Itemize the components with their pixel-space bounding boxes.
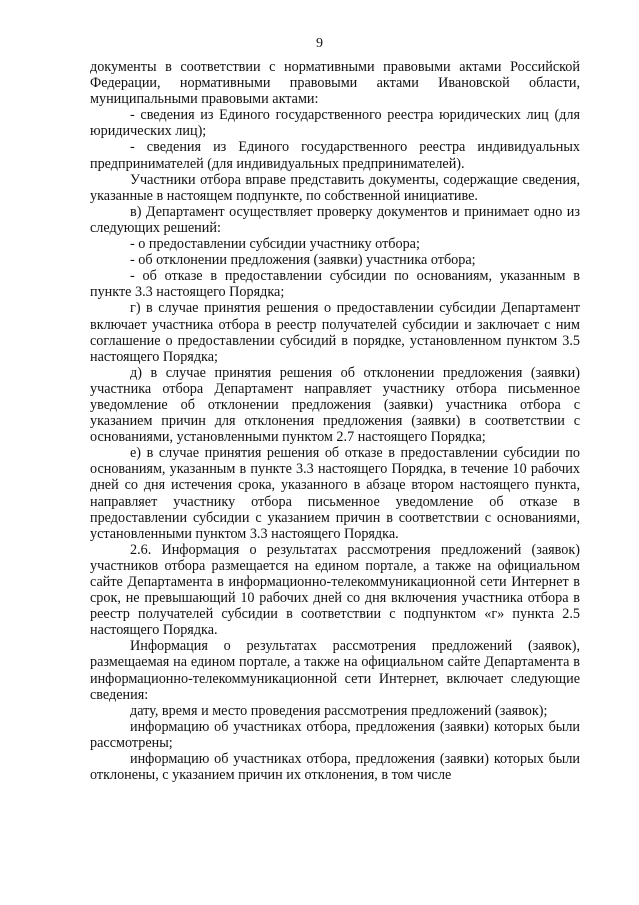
paragraph: Участники отбора вправе представить документы, содержащие сведения, указанные в настоящем подпункте, по собственной инициативе. [90,171,580,204]
paragraph: в) Департамент осуществляет проверку документов и принимает одно из следующих решений: [90,203,580,236]
paragraph: - о предоставлении субсидии участнику отбора; [130,236,420,253]
document-body [90,59,580,783]
paragraph: дату, время и место проведения рассмотрения предложений (заявок); [130,702,548,719]
page-number: 9 [316,36,323,51]
paragraph: документы в соответствии с нормативными правовыми актами Российской Федерации, нормативными правовыми актами Ивановской области, муниципальными правовыми актами: [90,59,580,108]
paragraph: д) в случае принятия решения об отклонении предложения (заявки) участника отбора Департамент направляет участнику отбора письменное уведомление об отклонении предложения (заявки) участника отбора с указанием причин для отклонения предложения (заявки) в соответствии с основаниями, установленными пунктом 2.7 настоящего Порядка; [90,364,580,446]
paragraph: - об отказе в предоставлении субсидии по основаниям, указанным в пункте 3.3 настоящего Порядка; [90,268,580,301]
paragraph: е) в случае принятия решения об отказе в предоставлении субсидии по основаниям, указанным в пункте 3.3 настоящего Порядка, в течение 10 рабочих дней со дня истечения срока, указанного в абзаце втором настоящего пункта, направляет участнику отбора письменное уведомление об отказе в предоставлении субсидии с указанием причин в соответствии с основаниями, установленными пунктом 3.3 настоящего Порядка. [90,445,580,542]
paragraph: Информация о результатах рассмотрения предложений (заявок), размещаемая на едином портале, а также на официальном сайте Департамента в информационно-телекоммуникационной сети Интернет, включает следующие сведения: [90,638,580,703]
paragraph: информацию об участниках отбора, предложения (заявки) которых были отклонены, с указанием причин их отклонения, в том числе [90,751,580,784]
paragraph: - сведения из Единого государственного реестра юридических лиц (для юридических лиц); [90,107,580,140]
paragraph: информацию об участниках отбора, предложения (заявки) которых были рассмотрены; [90,718,580,751]
paragraph: г) в случае принятия решения о предоставлении субсидии Департамент включает участника отбора в реестр получателей субсидии и заключает с ним соглашение о предоставлении субсидий в порядке, установленном пунктом 3.5 настоящего Порядка; [90,300,580,365]
paragraph: 2.6. Информация о результатах рассмотрения предложений (заявок) участников отбора размещается на едином портале, а также на официальном сайте Департамента в информационно-телекоммуникационной сети Интернет в срок, не превышающий 10 рабочих дней со дня включения участника отбора в реестр получателей субсидии в соответствии с подпунктом «г» пункта 2.5 настоящего Порядка. [90,541,580,639]
paragraph: - об отклонении предложения (заявки) участника отбора; [130,252,476,269]
paragraph: - сведения из Единого государственного реестра индивидуальных предпринимателей (для индивидуальных предпринимателей). [90,139,580,172]
